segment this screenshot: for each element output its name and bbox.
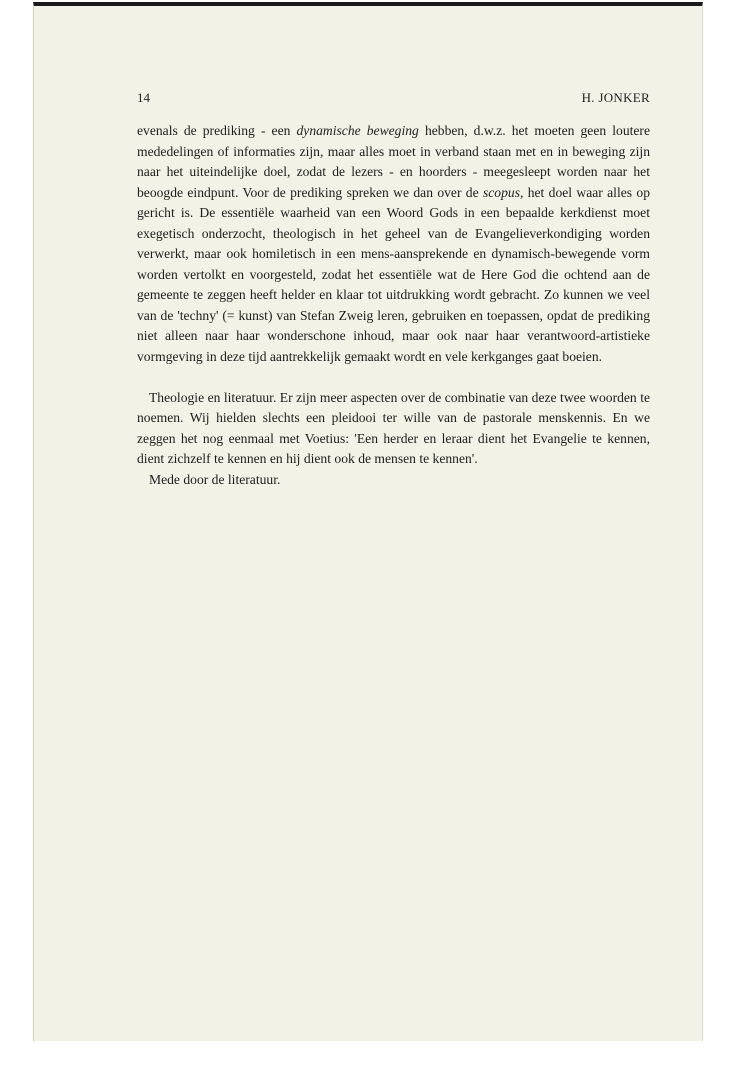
running-head-author: H. JONKER xyxy=(581,90,650,105)
paragraph-1-text-c: het doel waar alles op gericht is. De essentiële waarheid van een Woord Gods in een bepaalde kerkdienst moet exegetisch onderzocht, theologisch in het geheel van de Evangelieverkondiging worden verwerkt, maar ook homiletisch in een mens-aansprekende en dynamisch-bewegende vorm worden vertolkt en voorgesteld, zodat het essentiële wat de Here God die ochtend aan de gemeente te zeggen heeft helder en klaar tot uitdrukking wordt gebracht. Zo kunnen we veel van de 'techny' (= kunst) van Stefan Zweig leren, gebruiken en toepassen, opdat de prediking niet alleen naar haar wonderschone inhoud, maar ook naar haar verantwoord-artistieke vormgeving in deze tijd aantrekkelijk gemaakt wordt en vele kerkganges gaat boeien. xyxy=(137,184,650,364)
emphasis-dynamische-beweging: dynamische beweging xyxy=(296,123,419,138)
page-number: 14 xyxy=(137,90,150,105)
paragraph-1-text-a: evenals de prediking - een xyxy=(137,123,297,138)
paragraph-1-text-b: hebben, d.w.z. het moeten geen loutere mededelingen of informaties zijn, maar alles moet in verband staan met en in beweging zijn naar het uiteindelijke doel, zodat de lezers - en hoorders - meegesleept worden naar het beoogde eindpunt. Voor de prediking spreken we dan over de xyxy=(137,123,650,200)
emphasis-scopus: scopus, xyxy=(482,184,524,200)
paragraph-dynamic-movement xyxy=(137,121,650,367)
running-head xyxy=(137,90,650,108)
paragraph-theology-literature: Theologie en literatuur. Er zijn meer aspecten over de combinatie van deze twee woorden te noemen. Wij hielden slechts een pleidooi ter wille van de pastorale menskennis. En we zeggen het nog eenmaal met Voetius: 'Een herder en leraar dient het Evangelie te kennen, dient zichzelf te kennen en hij dient ook de mensen te kennen'. xyxy=(137,389,650,466)
body-text xyxy=(137,121,650,490)
paragraph-closing-line: Mede door de literatuur. xyxy=(149,471,281,487)
